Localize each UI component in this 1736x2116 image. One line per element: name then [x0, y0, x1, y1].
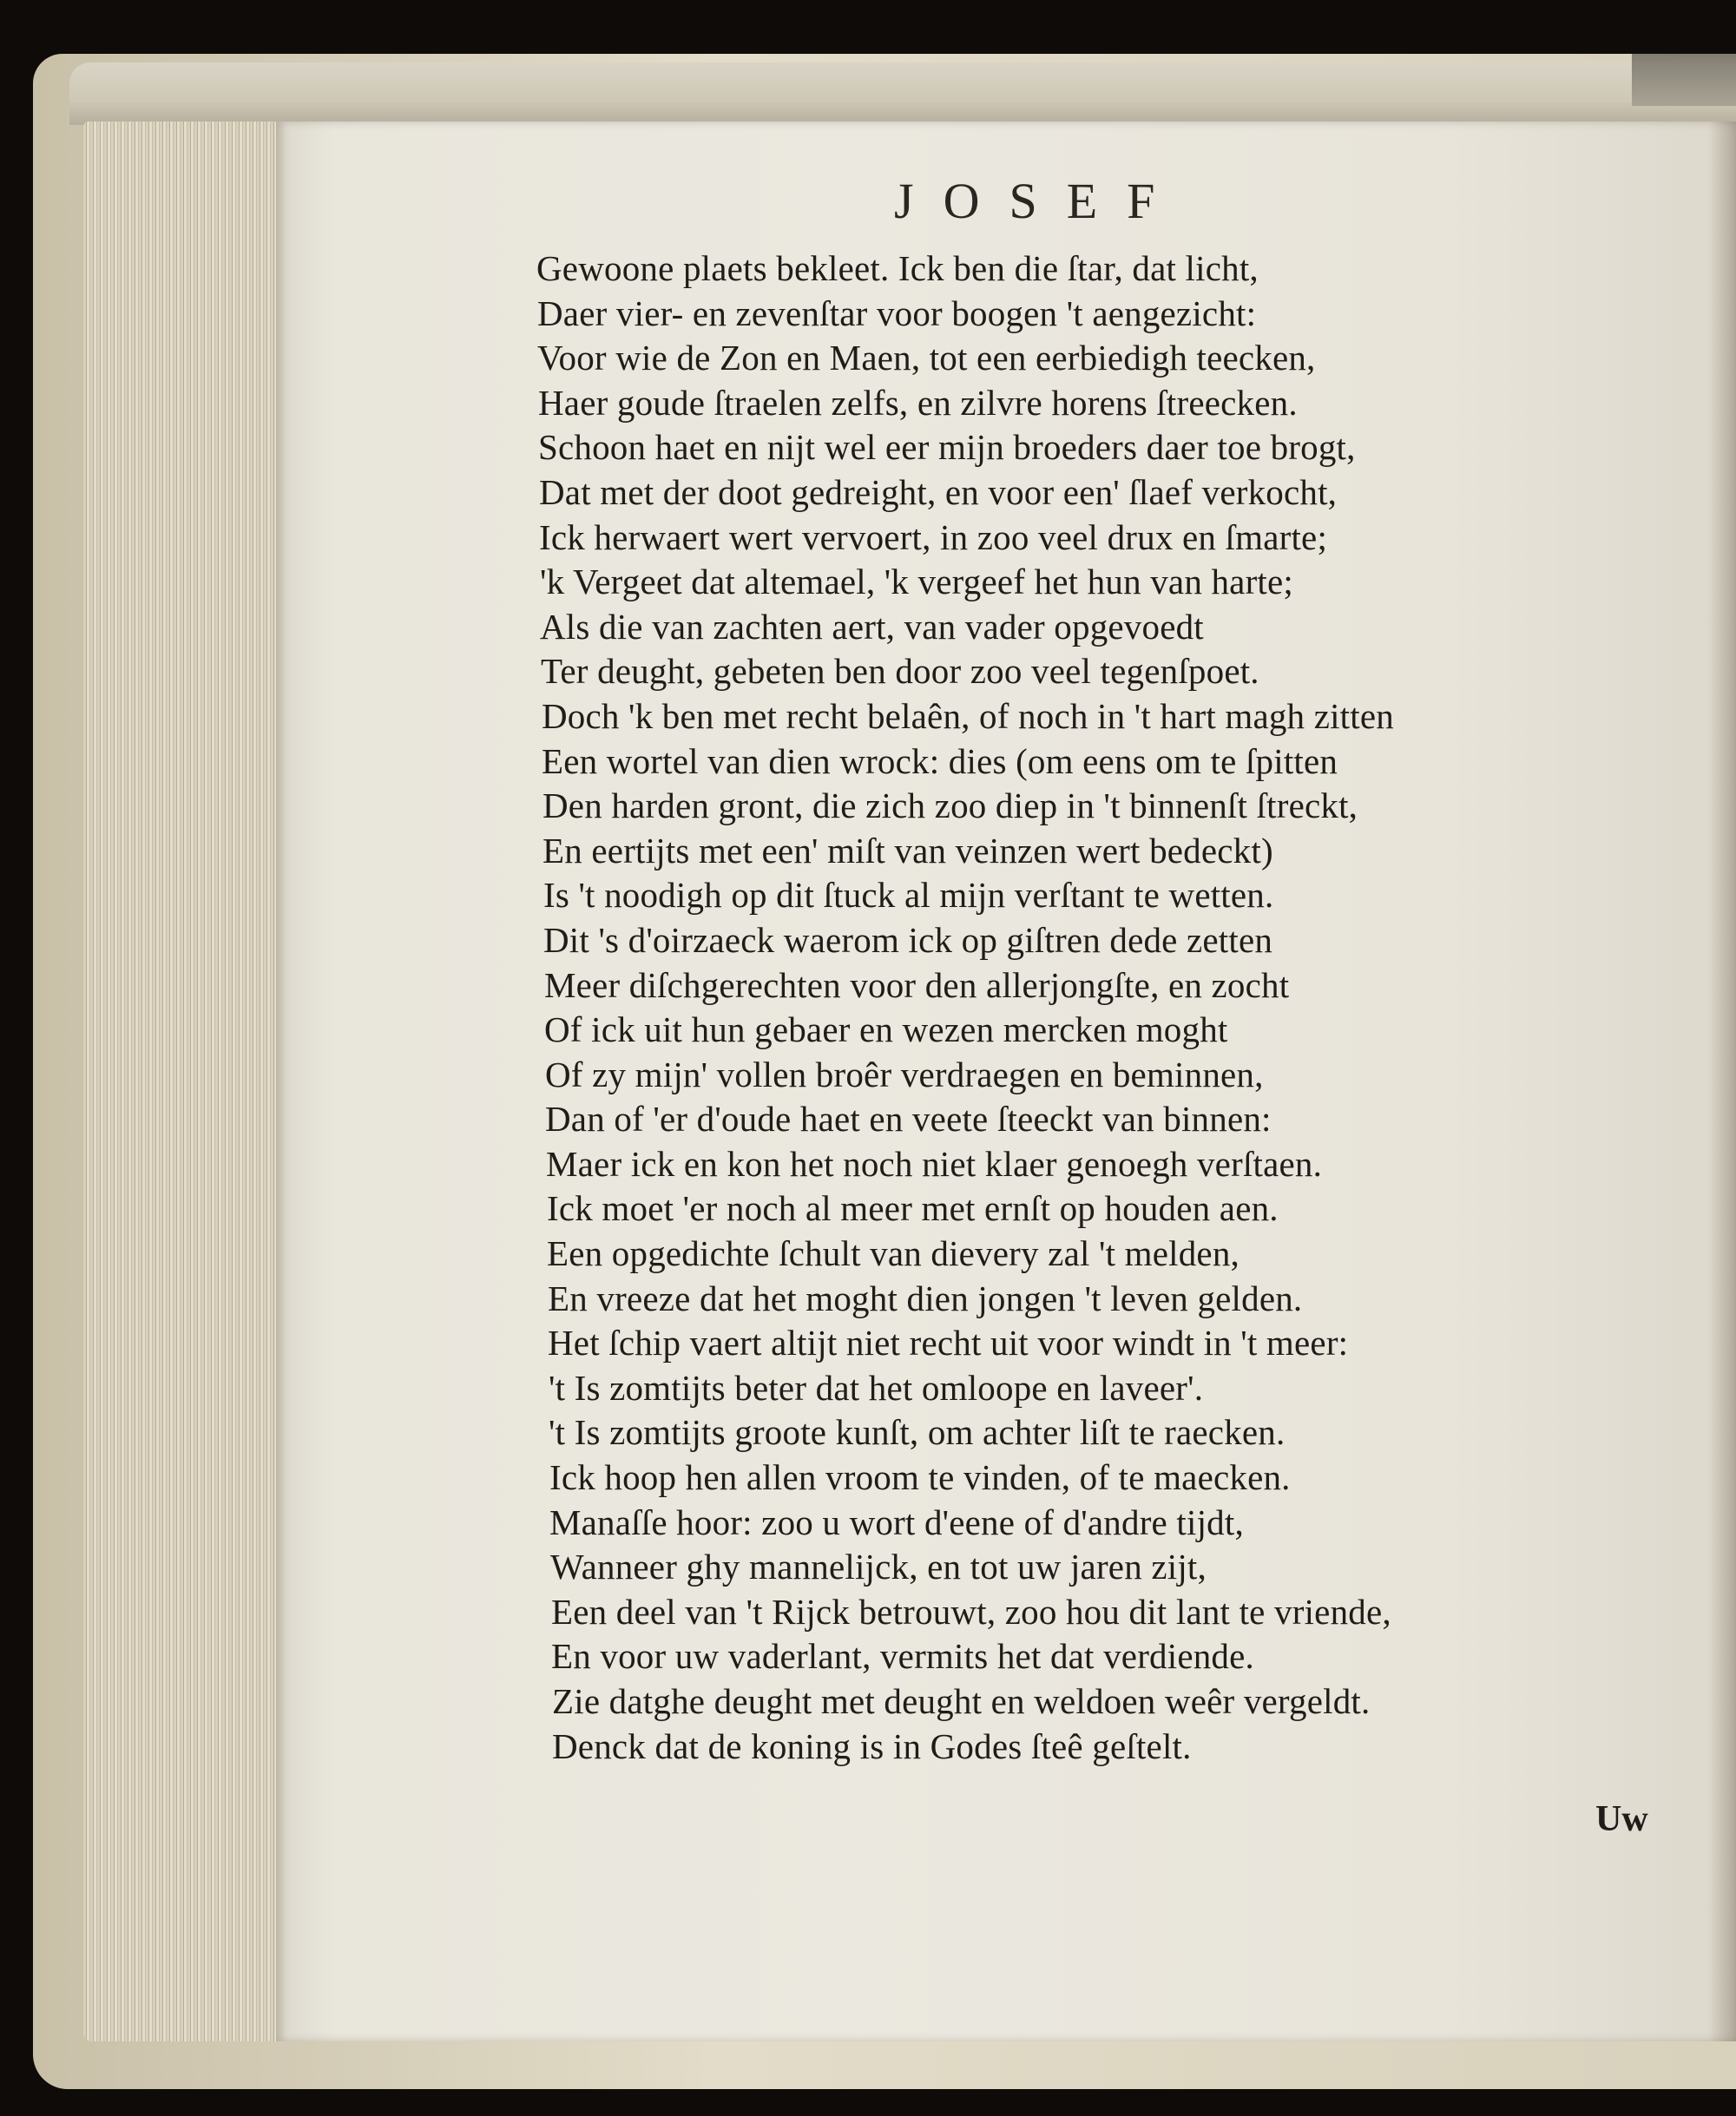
verse-line: Als die van zachten aert, van vader opgevoedt: [540, 606, 1204, 647]
verse-line: En vreeze dat het moght dien jongen 't leven gelden.: [548, 1278, 1303, 1318]
verse-line: Het ſchip vaert altijt niet recht uit voor windt in 't meer:: [548, 1323, 1349, 1364]
verse-line: En eertijts met een' miſt van veinzen wert bedeckt): [542, 830, 1273, 871]
verse-line: 't Is zomtijts groote kunſt, om achter liſt te raecken.: [549, 1412, 1286, 1453]
verse-line: 'k Vergeet dat altemael, 'k vergeef het hun van harte;: [540, 562, 1294, 602]
verse-line: Is 't noodigh op dit ſtuck al mijn verſtant te wetten.: [543, 875, 1274, 916]
verse-line: Voor wie de Zon en Maen, tot een eerbiedigh teecken,: [537, 338, 1316, 378]
page-right-shadow: [1708, 122, 1736, 2041]
verse-block: [536, 246, 1665, 1769]
book-corner-shadow: [1632, 54, 1736, 106]
verse-line: Den harden gront, die zich zoo diep in 't binnenſt ſtreckt,: [542, 785, 1358, 826]
verse-line: Doch 'k ben met recht belaên, of noch in 't hart magh zitten: [542, 695, 1394, 736]
verse-line: Ick herwaert wert vervoert, in zoo veel drux en ſmarte;: [539, 516, 1328, 557]
verse-line: Manaſſe hoor: zoo u wort d'eene of d'andre tijdt,: [549, 1502, 1244, 1542]
running-head: JOSEF: [894, 173, 1185, 229]
verse-line: Wanneer ghy mannelijck, en tot uw jaren zijt,: [550, 1547, 1207, 1587]
verse-line: Zie datghe deught met deught en weldoen weêr vergeldt.: [552, 1681, 1371, 1721]
verse-line: Daer vier- en zevenſtar voor boogen 't aengezicht:: [537, 292, 1257, 333]
verse-line: Of zy mijn' vollen broêr verdraegen en beminnen,: [545, 1054, 1264, 1094]
verse-line: Ick hoop hen allen vroom te vinden, of te maecken.: [549, 1457, 1291, 1498]
verse-line: Haer goude ſtraelen zelfs, en zilvre horens ſtreecken.: [538, 382, 1298, 423]
catchword: Uw: [1595, 1799, 1648, 1839]
verse-line: Een wortel van dien wrock: dies (om eens om te ſpitten: [542, 740, 1338, 781]
verse-line: Dit 's d'oirzaeck waerom ick op giſtren dede zetten: [543, 919, 1273, 960]
verse-line: Maer ick en kon het noch niet klaer genoegh verſtaen.: [546, 1143, 1323, 1184]
verse-line: Dat met der doot gedreight, en voor een' ſlaef verkocht,: [539, 471, 1338, 512]
verse-line: Denck dat de koning is in Godes ſteê geſtelt.: [552, 1725, 1192, 1766]
verse-line: En voor uw vaderlant, vermits het dat verdiende.: [551, 1636, 1254, 1677]
verse-line: Meer diſchgerechten voor den allerjongſte, en zocht: [544, 964, 1290, 1005]
verse-line: Ter deught, gebeten ben door zoo veel tegenſpoet.: [541, 651, 1259, 692]
verse-line: Of ick uit hun gebaer en wezen mercken moght: [544, 1009, 1228, 1050]
verse-line: Dan of 'er d'oude haet en veete ſteeckt van binnen:: [545, 1099, 1272, 1140]
verse-line: Een opgedichte ſchult van dievery zal 't melden,: [547, 1233, 1240, 1274]
verse-line: 't Is zomtijts beter dat het omloope en laveer'.: [549, 1367, 1204, 1408]
verse-line: Ick moet 'er noch al meer met ernſt op houden aen.: [547, 1188, 1279, 1229]
verse-line: Gewoone plaets bekleet. Ick ben die ſtar, dat licht,: [536, 248, 1259, 288]
book-top-edge: [69, 62, 1736, 125]
verse-line: Een deel van 't Rijck betrouwt, zoo hou dit lant te vriende,: [551, 1591, 1391, 1632]
page-stack-edges: [83, 122, 279, 2041]
verse-line: Schoon haet en nijt wel eer mijn broeders daer toe brogt,: [538, 427, 1356, 468]
